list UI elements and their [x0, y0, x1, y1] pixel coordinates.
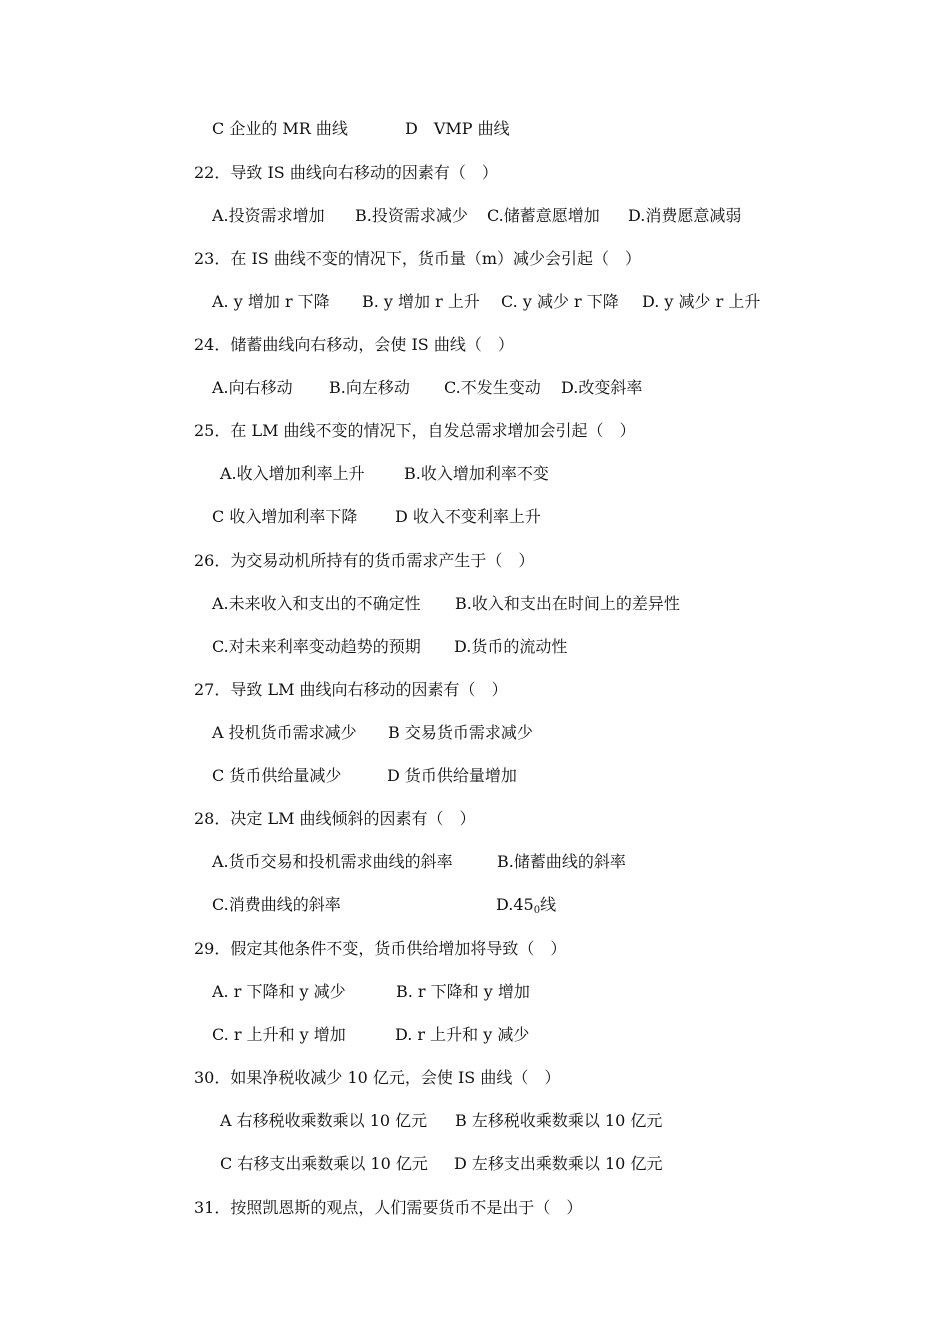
option-d: D 收入不变利率上升: [395, 507, 541, 526]
question-24: [194, 334, 514, 356]
option-d: [496, 894, 556, 922]
option-line: [212, 291, 761, 313]
question-text: 27．导致 LM 曲线向右移动的因素有（ ）: [194, 680, 508, 699]
option-line: [212, 118, 510, 140]
question-22: [194, 162, 498, 184]
option-b: B. y 增加 r 上升: [362, 292, 480, 311]
option-line: [212, 851, 626, 873]
option-b: B 交易货币需求减少: [388, 723, 533, 742]
question-23: [194, 248, 641, 270]
option-d: D. r 上升和 y 减少: [395, 1025, 530, 1044]
option-c: C. y 减少 r 下降: [501, 292, 619, 311]
option-line: [212, 593, 680, 615]
option-c: C 收入增加利率下降: [212, 507, 358, 526]
option-line: [220, 1153, 663, 1175]
question-text: 25．在 LM 曲线不变的情况下，自发总需求增加会引起（ ）: [194, 421, 636, 440]
option-d: D VMP 曲线: [405, 119, 510, 138]
option-a: A 右移税收乘数乘以 10 亿元: [220, 1111, 428, 1130]
option-d: D 货币供给量增加: [387, 766, 517, 785]
option-line: [212, 205, 742, 227]
option-a: A. y 增加 r 下降: [212, 292, 330, 311]
question-30: [194, 1067, 561, 1089]
option-a: A.货币交易和投机需求曲线的斜率: [212, 852, 453, 871]
question-27: [194, 679, 508, 701]
option-line: [212, 894, 557, 916]
option-line: [212, 636, 568, 658]
question-text: 31．按照凯恩斯的观点，人们需要货币不是出于（ ）: [194, 1198, 583, 1217]
option-d: D. y 减少 r 上升: [642, 292, 761, 311]
option-b: B.收入增加利率不变: [404, 464, 549, 483]
option-b: B.向左移动: [329, 378, 410, 397]
option-line: [212, 1024, 530, 1046]
option-b: B 左移税收乘数乘以 10 亿元: [455, 1111, 663, 1130]
question-25: [194, 420, 636, 442]
question-text: 29．假定其他条件不变，货币供给增加将导致（ ）: [194, 939, 567, 958]
option-a: A.投资需求增加: [212, 206, 325, 225]
question-text: 30．如果净税收减少 10 亿元，会使 IS 曲线（ ）: [194, 1068, 561, 1087]
option-line: [220, 463, 549, 485]
option-a: A.收入增加利率上升: [220, 464, 365, 483]
option-b: B.储蓄曲线的斜率: [497, 852, 626, 871]
question-text: 26．为交易动机所持有的货币需求产生于（ ）: [194, 551, 535, 570]
option-d: D.改变斜率: [561, 378, 643, 397]
option-a: A 投机货币需求减少: [212, 723, 357, 742]
option-b: B. r 下降和 y 增加: [396, 982, 530, 1001]
option-c: C 右移支出乘数乘以 10 亿元: [220, 1154, 428, 1173]
option-b: B.投资需求减少: [355, 206, 468, 225]
option-c: C. r 上升和 y 增加: [212, 1025, 346, 1044]
option-line: [212, 377, 643, 399]
option-c: C 企业的 MR 曲线: [212, 119, 348, 138]
option-line: [220, 1110, 663, 1132]
option-c: C 货币供给量减少: [212, 766, 342, 785]
question-28: [194, 808, 476, 830]
option-line: [212, 765, 517, 787]
option-b: B.收入和支出在时间上的差异性: [455, 594, 680, 613]
option-a: A.未来收入和支出的不确定性: [212, 594, 421, 613]
subscript: 0: [533, 905, 541, 916]
question-text: 23．在 IS 曲线不变的情况下，货币量（m）减少会引起（ ）: [194, 249, 641, 268]
option-line: [212, 981, 530, 1003]
question-26: [194, 550, 535, 572]
option-c: C.储蓄意愿增加: [487, 206, 600, 225]
option-a: A.向右移动: [212, 378, 293, 397]
option-c: C.对未来利率变动趋势的预期: [212, 637, 421, 656]
question-31: [194, 1197, 583, 1219]
option-c: C.不发生变动: [444, 378, 541, 397]
option-d: D 左移支出乘数乘以 10 亿元: [454, 1154, 663, 1173]
option-a: A. r 下降和 y 减少: [212, 982, 346, 1001]
option-line: [212, 506, 541, 528]
question-29: [194, 938, 567, 960]
option-d: D.消费愿意减弱: [628, 206, 742, 225]
question-text: 28．决定 LM 曲线倾斜的因素有（ ）: [194, 809, 476, 828]
option-c: C.消费曲线的斜率: [212, 895, 341, 914]
option-line: [212, 722, 533, 744]
option-d-suffix: 线: [540, 895, 557, 914]
question-text: 22．导致 IS 曲线向右移动的因素有（ ）: [194, 163, 498, 182]
question-text: 24．储蓄曲线向右移动，会使 IS 曲线（ ）: [194, 335, 514, 354]
option-d: D.货币的流动性: [454, 637, 568, 656]
option-d-prefix: D.45: [496, 895, 534, 914]
